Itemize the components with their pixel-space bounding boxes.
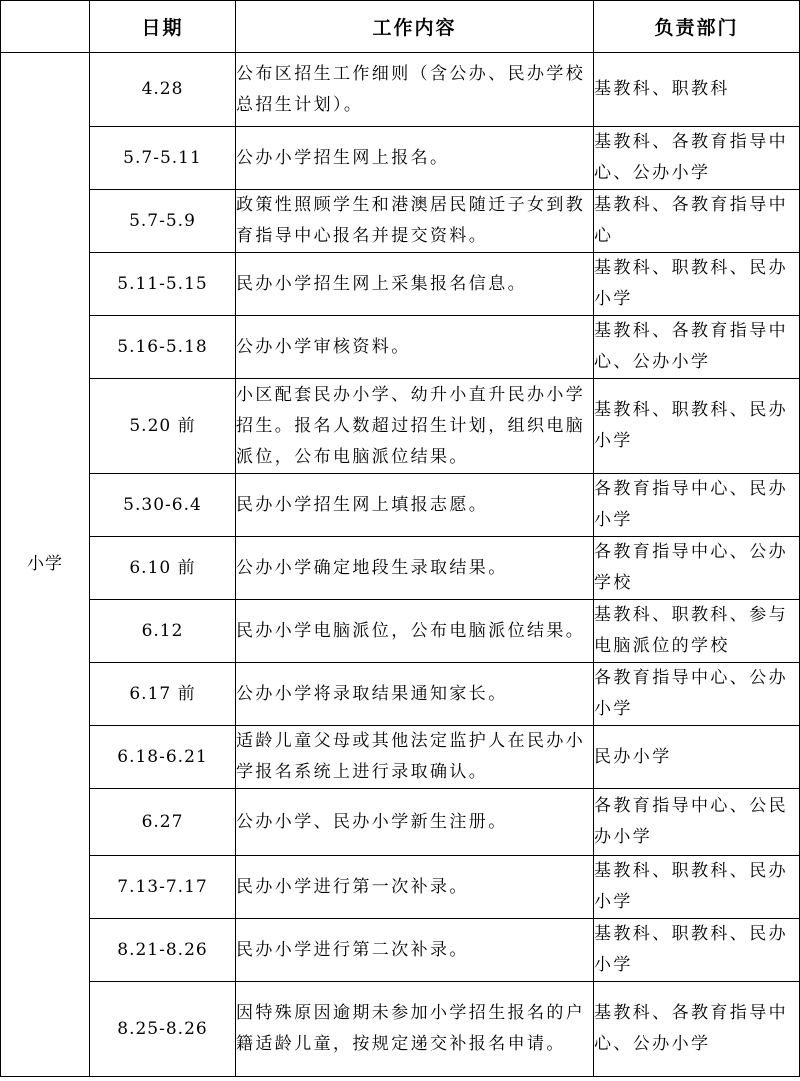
work-content-cell: 民办小学招生网上采集报名信息。 [236,253,594,316]
table-header [1,1,800,53]
department-cell: 基教科、职教科、民办小学 [594,253,800,316]
date-cell: 5.11-5.15 [90,253,236,316]
work-content-cell: 公布区招生工作细则（含公办、民办学校总招生计划）。 [236,53,594,127]
work-content-cell: 民办小学电脑派位，公布电脑派位结果。 [236,600,594,663]
table-row [1,53,800,127]
department-cell: 各教育指导中心、公办小学 [594,663,800,726]
date-cell: 6.18-6.21 [90,726,236,789]
table-row [1,253,800,316]
date-header: 日期 [90,1,236,53]
department-cell: 各教育指导中心、公办学校 [594,537,800,600]
work-content-cell: 公办小学审核资料。 [236,316,594,379]
date-cell: 6.27 [90,789,236,856]
department-cell: 各教育指导中心、民办小学 [594,474,800,537]
work-content-cell: 民办小学招生网上填报志愿。 [236,474,594,537]
work-content-cell: 民办小学进行第一次补录。 [236,856,594,919]
work-content-cell: 政策性照顾学生和港澳居民随迁子女到教育指导中心报名并提交资料。 [236,190,594,253]
work-content-cell: 民办小学进行第二次补录。 [236,919,594,982]
work-content-cell: 公办小学确定地段生录取结果。 [236,537,594,600]
department-cell: 基教科、职教科、民办小学 [594,856,800,919]
date-cell: 5.7-5.11 [90,127,236,190]
date-cell: 6.17 前 [90,663,236,726]
category-header [1,1,90,53]
date-cell: 5.16-5.18 [90,316,236,379]
work-content-cell: 因特殊原因逾期未参加小学招生报名的户籍适龄儿童，按规定递交补报名申请。 [236,982,594,1077]
table-body [1,53,800,1077]
dept-header: 负责部门 [594,1,800,53]
date-cell: 5.20 前 [90,379,236,474]
work-content-cell: 适龄儿童父母或其他法定监护人在民办小学报名系统上进行录取确认。 [236,726,594,789]
date-cell: 7.13-7.17 [90,856,236,919]
table-row [1,919,800,982]
table-row [1,600,800,663]
table-row [1,856,800,919]
date-cell: 6.12 [90,600,236,663]
work-content-cell: 公办小学招生网上报名。 [236,127,594,190]
date-cell: 8.25-8.26 [90,982,236,1077]
table-row [1,474,800,537]
table-row [1,537,800,600]
department-cell: 基教科、职教科、民办小学 [594,379,800,474]
work-content-cell: 小区配套民办小学、幼升小直升民办小学招生。报名人数超过招生计划，组织电脑派位，公布电脑派位结果。 [236,379,594,474]
table-row [1,379,800,474]
department-cell: 基教科、职教科、参与电脑派位的学校 [594,600,800,663]
date-cell: 5.7-5.9 [90,190,236,253]
department-cell: 基教科、各教育指导中心、公办小学 [594,127,800,190]
table-row [1,663,800,726]
date-cell: 6.10 前 [90,537,236,600]
date-cell: 4.28 [90,53,236,127]
work-header: 工作内容 [236,1,594,53]
department-cell: 各教育指导中心、公民办小学 [594,789,800,856]
table-row [1,316,800,379]
department-cell: 基教科、各教育指导中心、公办小学 [594,982,800,1077]
category-cell: 小学 [1,53,90,1077]
work-content-cell: 公办小学、民办小学新生注册。 [236,789,594,856]
table-row [1,190,800,253]
work-content-cell: 公办小学将录取结果通知家长。 [236,663,594,726]
table-row [1,982,800,1077]
table-row [1,789,800,856]
table-row [1,726,800,789]
header-row [1,1,800,53]
date-cell: 5.30-6.4 [90,474,236,537]
department-cell: 基教科、职教科、民办小学 [594,919,800,982]
date-cell: 8.21-8.26 [90,919,236,982]
department-cell: 基教科、各教育指导中心 [594,190,800,253]
department-cell: 基教科、职教科 [594,53,800,127]
table-row [1,127,800,190]
department-cell: 基教科、各教育指导中心、公办小学 [594,316,800,379]
department-cell: 民办小学 [594,726,800,789]
